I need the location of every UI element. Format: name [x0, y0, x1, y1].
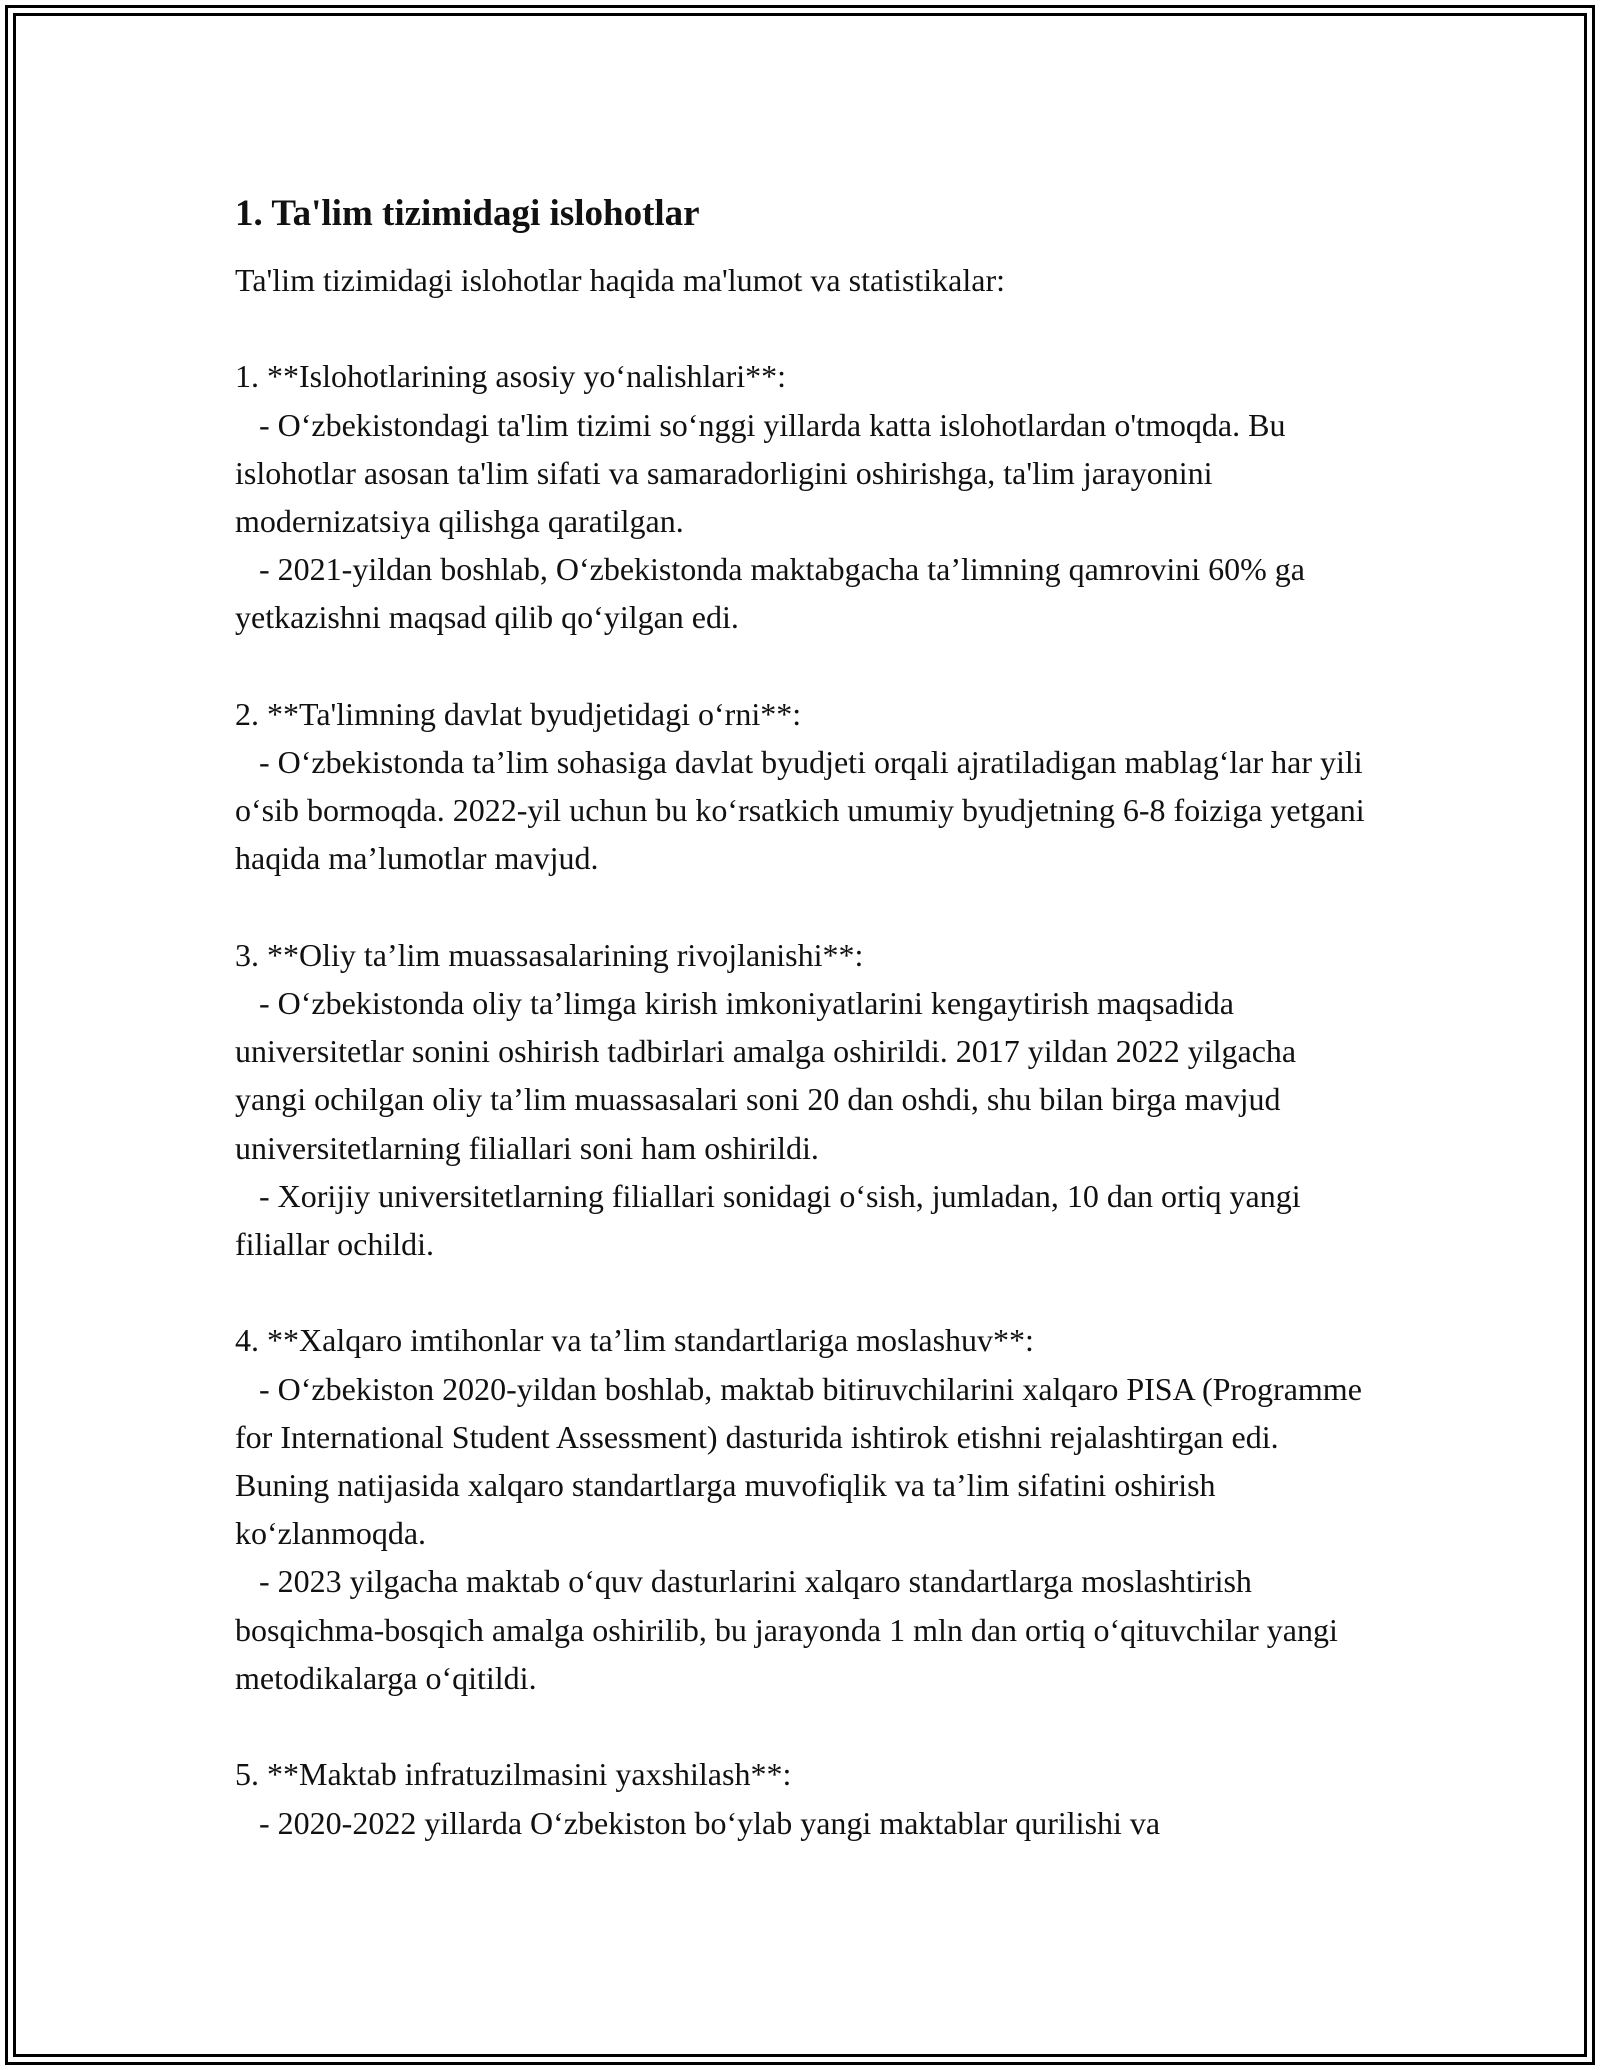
document-title: 1. Ta'lim tizimidagi islohotlar [235, 193, 700, 234]
document-body: Ta'lim tizimidagi islohotlar haqida ma'lumot va statistikalar: 1. **Islohotlarining asosiy yo‘nalishlari**: - O‘zbekistondagi ta'lim tizimi so‘nggi yillarda katta islohotlardan o'tmoqda. Bu islohotlar asosan ta'lim sifati va samaradorligini oshirishga, ta'lim jarayonini modernizatsiya qilishga qaratilgan. - 2021-yildan boshlab, O‘zbekistonda maktabgacha ta’limning qamrovini 60% ga yetkazishni maqsad qilib qo‘yilgan edi. 2. **Ta'limning davlat byudjetidagi o‘rni**: - O‘zbekistonda ta’lim sohasiga davlat byudjeti orqali ajratiladigan mablag‘lar har yili o‘sib bormoqda. 2022-yil uchun bu ko‘rsatkich umumiy byudjetning 6-8 foiziga yetgani haqida ma’lumotlar mavjud. 3. **Oliy ta’lim muassasalarining rivojlanishi**: - O‘zbekistonda oliy ta’limga kirish imkoniyatlarini kengaytirish maqsadida universitetlar sonini oshirish tadbirlari amalga oshirildi. 2017 yildan 2022 yilgacha yangi ochilgan oliy ta’lim muassasalari soni 20 dan oshdi, shu bilan birga mavjud universitetlarning filiallari soni ham oshirildi. - Xorijiy universitetlarning filiallari sonidagi o‘sish, jumladan, 10 dan ortiq yangi filiallar ochildi. 4. **Xalqaro imtihonlar va ta’lim standartlariga moslashuv**: - O‘zbekiston 2020-yildan boshlab, maktab bitiruvchilarini xalqaro PISA (Programme for International Student Assessment) dasturida ishtirok etishni rejalashtirgan edi. Buning natijasida xalqaro standartlarga muvofiqlik va ta’lim sifatini oshirish ko‘zlanmoqda. - 2023 yilgacha maktab o‘quv dasturlarini xalqaro standartlarga moslashtirish bosqichma-bosqich amalga oshirilib, bu jarayonda 1 mln dan ortiq o‘qituvchilar yangi metodikalarga o‘qitildi. 5. **Maktab infratuzilmasini yaxshilash**: - 2020-2022 yillarda O‘zbekiston bo‘ylab yangi maktablar qurilishi va [235, 262, 1365, 1841]
document-content [235, 188, 1375, 1847]
